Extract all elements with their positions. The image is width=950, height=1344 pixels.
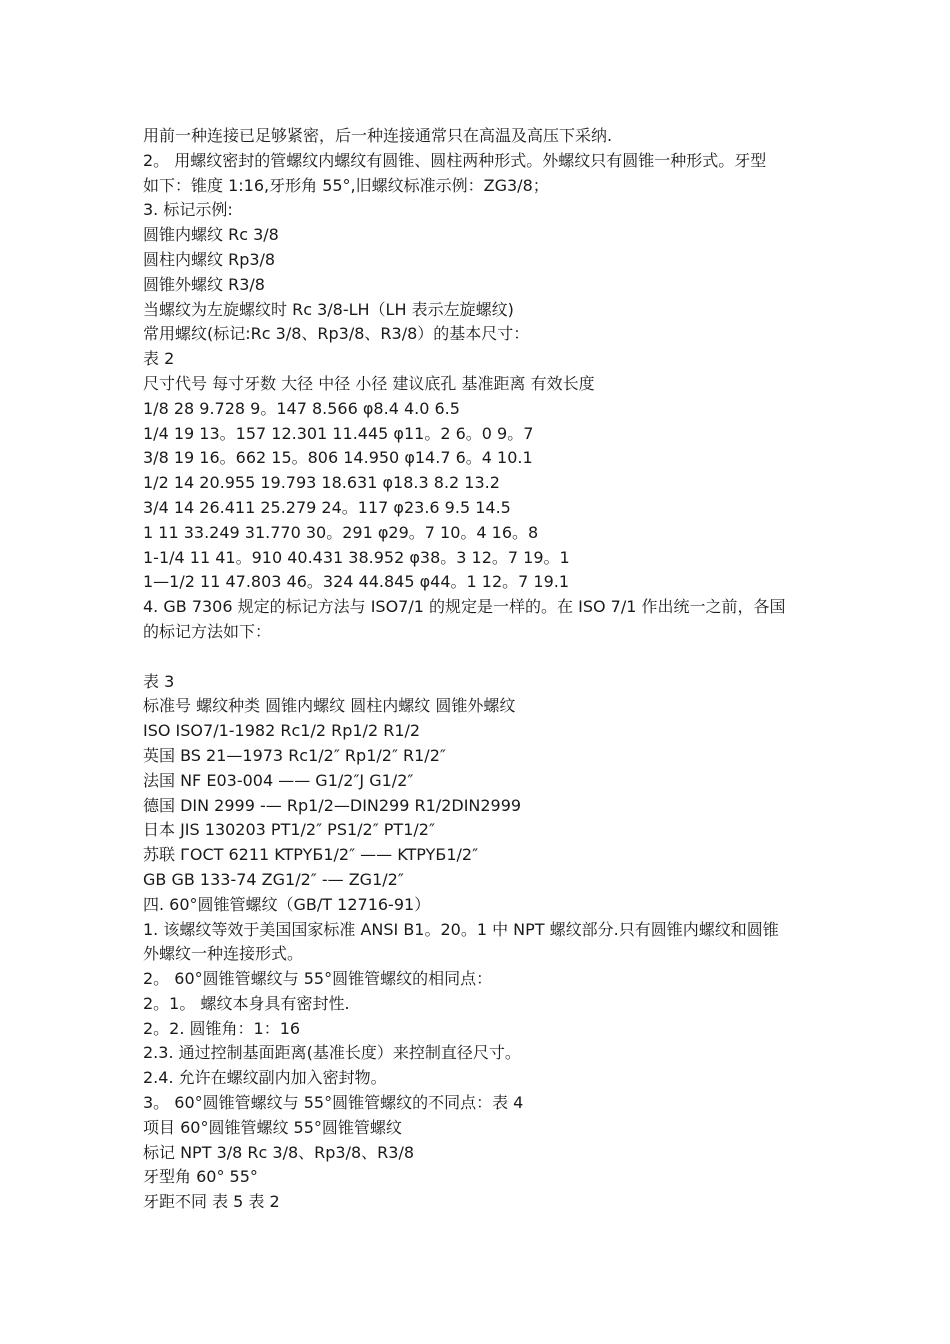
blank-line [143, 645, 823, 670]
text-line: 4. GB 7306 规定的标记方法与 ISO7/1 的规定是一样的。在 ISO 7/1 作出统一之前，各国 [143, 597, 786, 617]
text-line: GB GB 133-74 ZG1/2″ -— ZG1/2″ [143, 869, 404, 889]
text-line: 圆锥内螺纹 Rc 3/8 [143, 225, 279, 245]
text-line: 标记 NPT 3/8 Rc 3/8、Rp3/8、R3/8 [143, 1142, 415, 1162]
text-line: 圆锥外螺纹 R3/8 [143, 274, 265, 294]
text-line: 用前一种连接已足够紧密，后一种连接通常只在高温及高压下采纳. [143, 126, 613, 145]
text-line: 外螺纹一种连接形式。 [143, 944, 304, 964]
text-line: 圆柱内螺纹 Rp3/8 [143, 249, 276, 269]
text-line: 法国 NF E03-004 —— G1/2″J G1/2″ [143, 770, 414, 790]
text-line: 日本 JIS 130203 PT1/2″ PS1/2″ PT1/2″ [143, 820, 435, 840]
text-line: 英国 BS 21—1973 Rc1/2″ Rp1/2″ R1/2″ [143, 745, 446, 765]
text-line: ISO ISO7/1-1982 Rc1/2 Rp1/2 R1/2 [143, 721, 421, 741]
text-line: 1-1/4 11 41。910 40.431 38.952 φ38。3 12。7 19。1 [143, 547, 570, 567]
text-line: 1—1/2 11 47.803 46。324 44.845 φ44。1 12。7 19.1 [143, 572, 570, 592]
text-line: 2。 60°圆锥管螺纹与 55°圆锥管螺纹的相同点： [143, 969, 493, 989]
text-line: 牙型角 60° 55° [143, 1167, 258, 1187]
text-line: 2。 用螺纹密封的管螺纹内螺纹有圆锥、圆柱两种形式。外螺纹只有圆锥一种形式。牙型 [143, 150, 767, 170]
text-line: 3/8 19 16。662 15。806 14.950 φ14.7 6。4 10.1 [143, 448, 533, 468]
text-line: 当螺纹为左旋螺纹时 Rc 3/8-LH（LH 表示左旋螺纹) [143, 299, 514, 319]
text-line: 3/4 14 26.411 25.279 24。117 φ23.6 9.5 14.5 [143, 497, 511, 517]
document-body [143, 124, 823, 1215]
text-line: 牙距不同 表 5 表 2 [143, 1192, 280, 1212]
text-line: 3. 标记示例: [143, 200, 233, 220]
text-line: 如下：锥度 1:16,牙形角 55°,旧螺纹标准示例：ZG3/8； [143, 175, 549, 195]
text-line: 1/2 14 20.955 19.793 18.631 φ18.3 8.2 13.2 [143, 473, 500, 493]
text-line: 2.4. 允许在螺纹副内加入密封物。 [143, 1068, 387, 1088]
text-line: 的标记方法如下： [143, 621, 272, 641]
text-line: 1/8 28 9.728 9。147 8.566 φ8.4 4.0 6.5 [143, 398, 460, 418]
text-line: 1/4 19 13。157 12.301 11.445 φ11。2 6。0 9。7 [143, 423, 534, 443]
text-line: 尺寸代号 每寸牙数 大径 中径 小径 建议底孔 基准距离 有效长度 [143, 373, 595, 393]
text-line: 苏联 ГОСТ 6211 KTPYБ1/2″ —— KTPYБ1/2″ [143, 845, 479, 865]
text-line: 项目 60°圆锥管螺纹 55°圆锥管螺纹 [143, 1117, 402, 1137]
text-line: 2。2. 圆锥角：1：16 [143, 1018, 301, 1038]
text-line: 1. 该螺纹等效于美国国家标准 ANSI B1。20。1 中 NPT 螺纹部分.只有圆锥内螺纹和圆锥 [143, 919, 779, 939]
text-line: 表 2 [143, 349, 175, 369]
text-line: 常用螺纹(标记:Rc 3/8、Rp3/8、R3/8）的基本尺寸： [143, 324, 530, 344]
text-line: 3。 60°圆锥管螺纹与 55°圆锥管螺纹的不同点：表 4 [143, 1093, 524, 1113]
text-line: 表 3 [143, 671, 175, 691]
text-line: 2.3. 通过控制基面距离(基准长度）来控制直径尺寸。 [143, 1043, 521, 1063]
text-line: 1 11 33.249 31.770 30。291 φ29。7 10。4 16。8 [143, 522, 539, 542]
text-line: 德国 DIN 2999 -— Rp1/2—DIN299 R1/2DIN2999 [143, 795, 522, 815]
text-line: 四. 60°圆锥管螺纹（GB/T 12716-91） [143, 894, 431, 914]
text-line: 标准号 螺纹种类 圆锥内螺纹 圆柱内螺纹 圆锥外螺纹 [143, 696, 516, 716]
text-line: 2。1。 螺纹本身具有密封性. [143, 993, 350, 1013]
